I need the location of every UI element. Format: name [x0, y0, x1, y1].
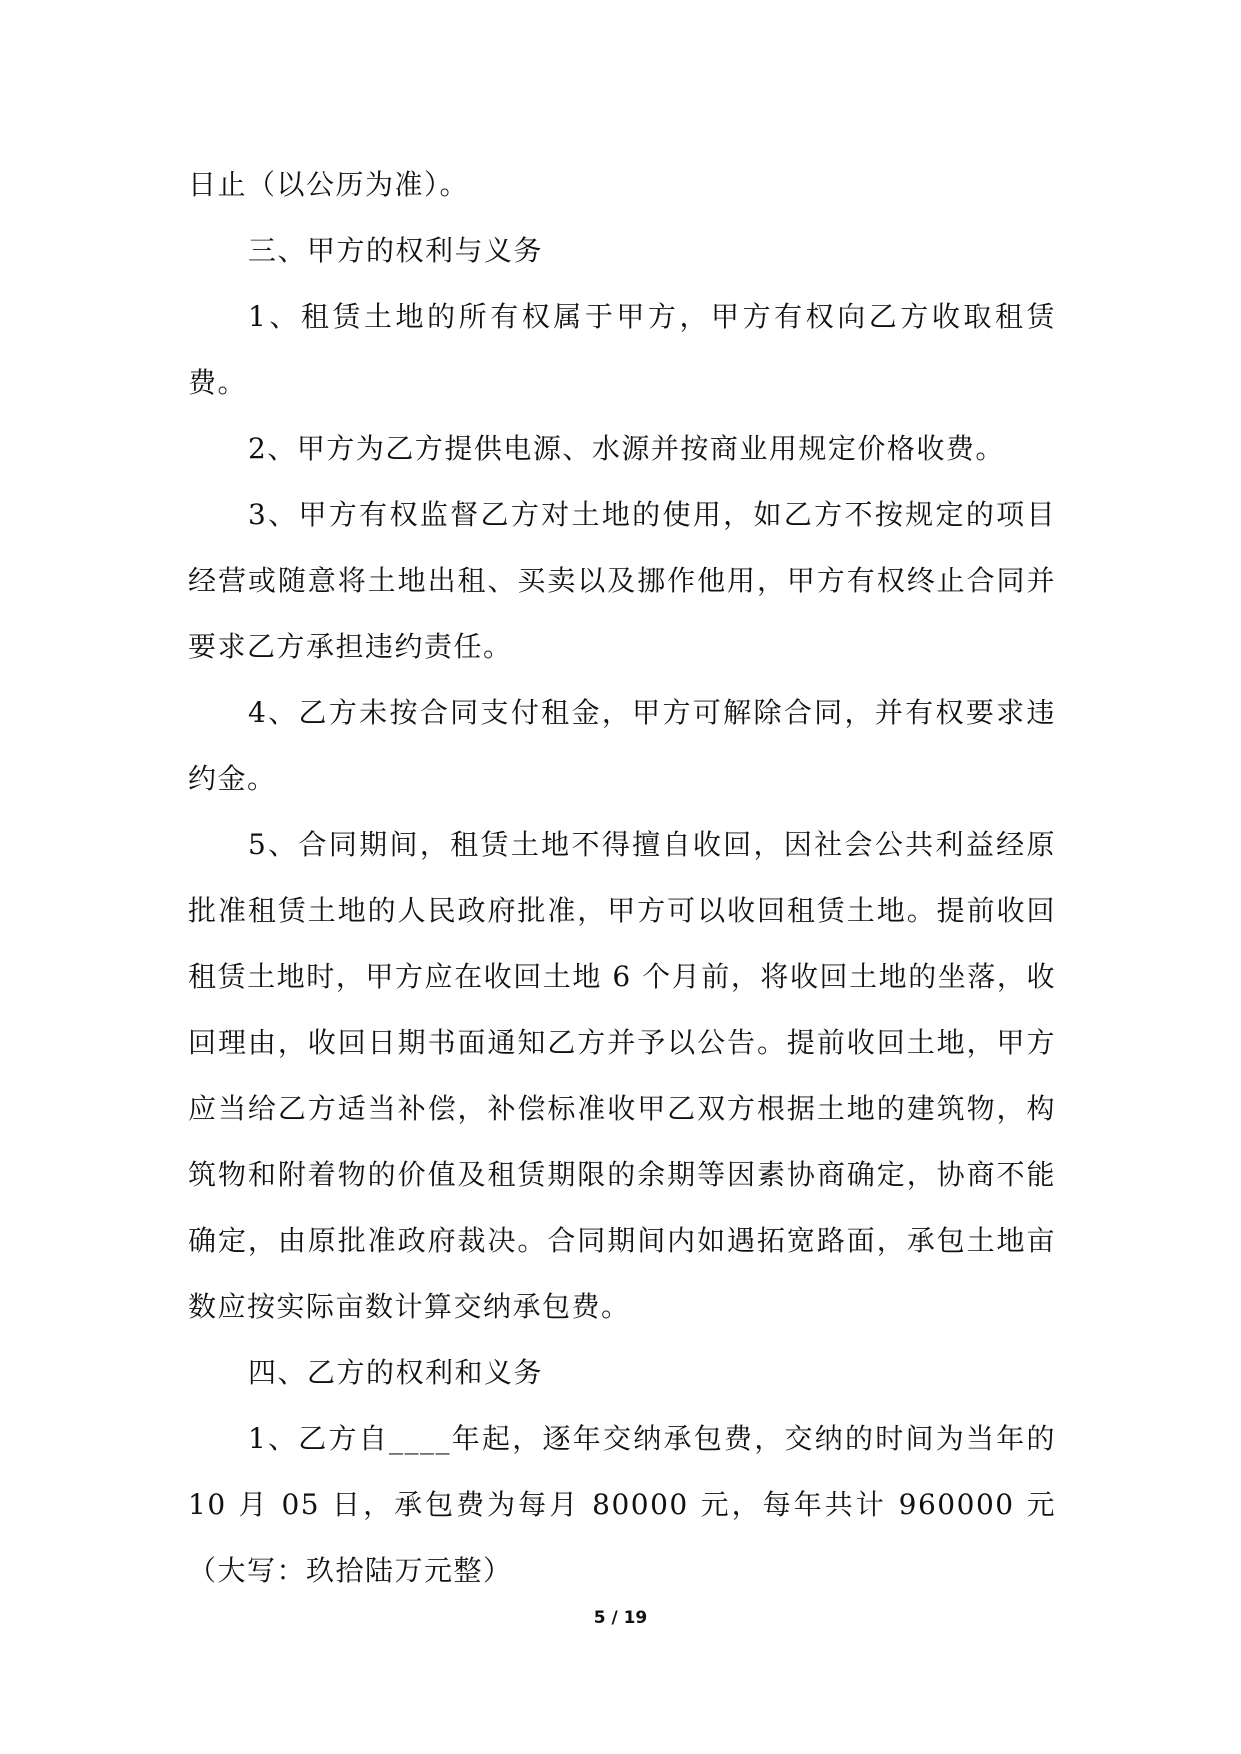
document-body [188, 152, 1056, 1604]
paragraph-3-3: 3、甲方有权监督乙方对土地的使用，如乙方不按规定的项目经营或随意将土地出租、买卖以及挪作他用，甲方有权终止合同并要求乙方承担违约责任。 [188, 498, 1056, 663]
section-heading-4: 四、乙方的权利和义务 [248, 1356, 544, 1389]
page-number: 5 / 19 [593, 1608, 648, 1628]
section-heading-3: 三、甲方的权利与义务 [248, 234, 544, 267]
paragraph-continuation: 日止（以公历为准）。 [188, 168, 470, 201]
paragraph-3-5: 5、合同期间，租赁土地不得擅自收回，因社会公共利益经原批准租赁土地的人民政府批准，甲方可以收回租赁土地。提前收回租赁土地时，甲方应在收回土地 6 个月前，将收回土地的坐落，收回理由，收回日期书面通知乙方并予以公告。提前收回土地，甲方应当给乙方适当补偿，补偿标准收甲乙双方根据土地的建筑物，构筑物和附着物的价值及租赁期限的余期等因素协商确定，协商不能确定，由原批准政府裁决。合同期间内如遇拓宽路面，承包土地亩数应按实际亩数计算交纳承包费。 [188, 828, 1056, 1323]
paragraph-3-2: 2、甲方为乙方提供电源、水源并按商业用规定价格收费。 [248, 432, 1005, 465]
paragraph-3-4: 4、乙方未按合同支付租金，甲方可解除合同，并有权要求违约金。 [188, 696, 1056, 795]
paragraph-3-1: 1、租赁土地的所有权属于甲方，甲方有权向乙方收取租赁费。 [188, 300, 1056, 399]
paragraph-4-1: 1、乙方自____年起，逐年交纳承包费，交纳的时间为当年的 10 月 05 日，承包费为每月 80000 元，每年共计 960000 元（大写：玖拾陆万元整） [188, 1422, 1056, 1587]
